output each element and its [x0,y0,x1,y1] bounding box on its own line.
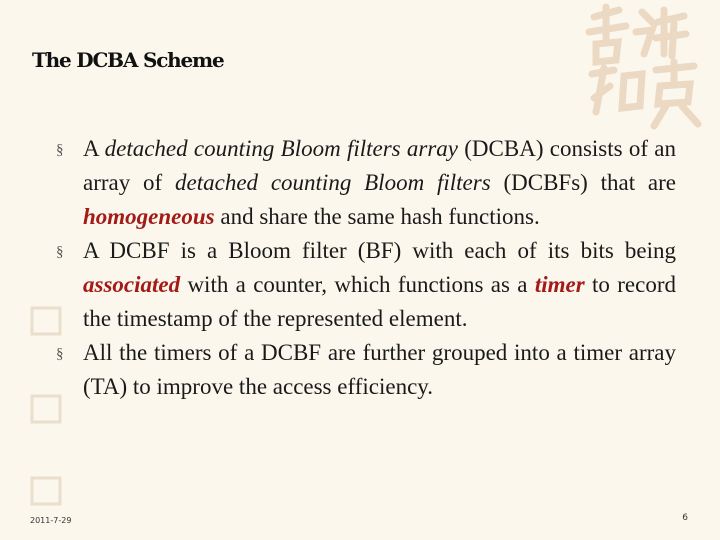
bullet-text-segment: detached counting Bloom filters [175,170,491,195]
slide-title: The DCBA Scheme [32,48,224,72]
bullet-text-segment: timer [534,272,585,297]
bullet-text-segment: detached counting Bloom filters array [104,136,458,161]
bullet-item [56,132,676,234]
bullet-item [56,234,676,336]
bullet-text-segment: and share the same hash functions. [214,204,540,229]
bullet-text-segment: associated [83,272,181,297]
bullet-text-segment: with a counter, which functions as a [180,272,535,297]
bullet-marker: § [56,244,64,260]
bullet-text [83,336,676,404]
bullet-text-segment: (DCBA) consists of an array of [83,136,676,195]
bullet-marker: § [56,346,64,362]
bullet-text-segment: to record the timestamp of the represented element. [83,272,676,331]
bullet-text [83,234,676,336]
bullet-list [56,132,676,404]
bullet-item [56,336,676,404]
bullet-text-segment: homogeneous [83,204,215,229]
page-number: 6 [682,513,688,523]
bullet-text-segment: A [83,136,105,161]
calligraphy-decoration [574,2,714,132]
bullet-marker: § [56,142,64,158]
footer-date: 2011-7-29 [30,516,72,525]
bullet-text-segment: (DCBFs) that are [490,170,676,195]
bullet-text [83,132,676,234]
bullet-text-segment: All the timers of a DCBF are further grouped into a timer array (TA) to improve the access efficiency. [83,340,676,399]
bullet-text-segment: A DCBF is a Bloom filter (BF) with each of its bits being [83,238,676,263]
